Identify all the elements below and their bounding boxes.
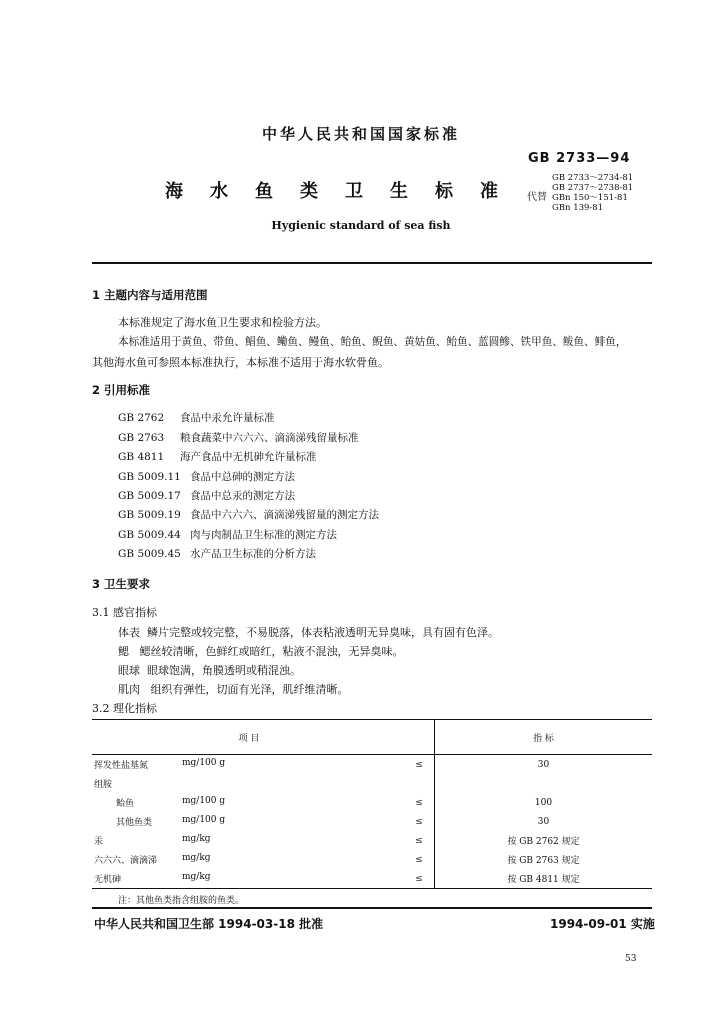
sensory-text: 鳞片完整或较完整，不易脱落，体表粘液透明无异臭味，具有固有色泽。 [147, 626, 499, 639]
row-unit: mg/kg [182, 872, 211, 882]
reference-title: 食品中总汞的测定方法 [190, 490, 295, 502]
approval-statement: 中华人民共和国卫生部 1994-03-18 批准 [94, 917, 324, 931]
row-item: 无机砷 [94, 875, 122, 885]
table-row [92, 774, 652, 793]
sensory-label: 肌肉 [118, 683, 140, 696]
reference-title: 粮食蔬菜中六六六、滴滴涕残留量标准 [180, 432, 359, 444]
reference-entry [118, 449, 317, 464]
row-value: 30 [537, 759, 550, 770]
row-operator: ≤ [404, 812, 435, 831]
section-3-heading: 3 卫生要求 [92, 577, 151, 591]
section-1-paragraph: 本标准规定了海水鱼卫生要求和检验方法。 [118, 316, 327, 329]
replaced-standard: GB 2733～2734-81 [552, 173, 634, 183]
sensory-text: 组织有弹性，切面有光泽，肌纤维清晰。 [150, 683, 349, 696]
header-item: 项 目 [92, 720, 404, 755]
reference-code: GB 2762 [118, 412, 165, 424]
implementation-date: 1994-09-01 实施 [550, 917, 655, 931]
sensory-label: 眼球 [118, 664, 140, 677]
section-1-paragraph: 其他海水鱼可参照本标准执行，本标准不适用于海水软骨鱼。 [92, 356, 389, 369]
row-operator: ≤ [404, 850, 435, 869]
table-row [92, 755, 652, 775]
reference-code: GB 4811 [118, 451, 165, 463]
row-value [435, 774, 653, 793]
reference-title: 食品中汞允许量标准 [180, 412, 275, 424]
reference-title: 食品中六六六、滴滴涕残留量的测定方法 [190, 509, 379, 521]
sensory-label: 体表 [118, 626, 140, 639]
reference-code: GB 5009.11 [118, 471, 181, 483]
sensory-label: 鳃 [118, 645, 129, 658]
row-item: 六六六、滴滴涕 [94, 856, 158, 866]
table-row [92, 793, 652, 812]
replaces-label: 代替 [527, 192, 547, 203]
reference-entry [118, 507, 379, 522]
sensory-item [118, 662, 301, 678]
row-unit: mg/100 g [182, 815, 226, 825]
replaced-standard: GBn 139-81 [552, 203, 604, 213]
reference-entry [118, 546, 316, 561]
standard-number: GB 2733—94 [528, 151, 631, 166]
row-value: 100 [534, 797, 553, 808]
table-header-row [92, 720, 652, 755]
row-value: 按 GB 4811 规定 [435, 869, 653, 889]
row-unit: mg/kg [182, 834, 211, 844]
reference-entry [118, 410, 275, 425]
row-value: 按 GB 2762 规定 [507, 837, 580, 847]
reference-entry [118, 430, 359, 445]
footer-divider [92, 907, 652, 909]
subsection-sensory-heading: 3.1 感官指标 [92, 606, 157, 619]
row-item: 鲐鱼 [116, 799, 135, 809]
subsection-physchem-heading: 3.2 理化指标 [92, 702, 157, 715]
header-value: 指 标 [435, 720, 653, 755]
page-number: 53 [625, 954, 637, 964]
sensory-item [118, 624, 499, 640]
row-item: 挥发性盐基氮 [94, 761, 149, 771]
table-row [92, 831, 652, 850]
row-operator: ≤ [404, 869, 435, 889]
physicochemical-table [92, 719, 652, 889]
table-row [92, 850, 652, 869]
replaced-standard: GBn 150～151-81 [552, 193, 628, 203]
reference-title: 海产食品中无机砷允许量标准 [180, 451, 317, 463]
reference-title: 肉与肉制品卫生标准的测定方法 [190, 529, 337, 541]
row-unit: mg/100 g [182, 796, 226, 806]
section-1-heading: 1 主题内容与适用范围 [92, 288, 208, 302]
row-operator: ≤ [404, 831, 435, 850]
row-value: 30 [537, 816, 550, 827]
replaced-standard: GB 2737～2738-81 [552, 183, 634, 193]
reference-code: GB 5009.44 [118, 529, 181, 541]
sensory-text: 鳃丝较清晰，色鲜红或暗红，粘液不混浊，无异臭味。 [139, 645, 404, 658]
section-2-heading: 2 引用标准 [92, 383, 151, 397]
header-spacer [404, 720, 435, 755]
standard-heading: 中华人民共和国国家标准 [261, 125, 460, 143]
document-title: 海水鱼类卫生标准 [165, 181, 525, 202]
row-item: 汞 [94, 837, 104, 847]
table-note: 注：其他鱼类指含组胺的鱼类。 [118, 896, 245, 906]
header-divider [92, 262, 652, 264]
row-value: 按 GB 2763 规定 [507, 856, 580, 866]
row-operator [404, 774, 435, 793]
row-unit: mg/kg [182, 853, 211, 863]
table-row [92, 812, 652, 831]
reference-entry [118, 488, 295, 503]
sensory-item [118, 643, 404, 659]
reference-code: GB 5009.17 [118, 490, 181, 502]
section-1-paragraph: 本标准适用于黄鱼、带鱼、鲳鱼、鳓鱼、鳗鱼、鲐鱼、鲵鱼、黄姑鱼、鲐鱼、蓝圆鲹、铁甲鱼、鲅鱼、鲱鱼， [118, 336, 627, 348]
row-operator: ≤ [404, 793, 435, 812]
table-row [92, 869, 652, 889]
reference-code: GB 5009.19 [118, 509, 181, 521]
reference-entry [118, 527, 337, 542]
reference-code: GB 5009.45 [118, 548, 181, 560]
reference-title: 食品中总砷的测定方法 [190, 471, 295, 483]
row-operator: ≤ [404, 755, 435, 775]
english-title: Hygienic standard of sea fish [271, 219, 451, 232]
row-item: 其他鱼类 [116, 818, 153, 828]
sensory-text: 眼球饱满，角膜透明或稍混浊。 [147, 664, 301, 677]
row-item: 组胺 [94, 780, 113, 790]
reference-title: 水产品卫生标准的分析方法 [190, 548, 316, 560]
sensory-item [118, 681, 349, 697]
reference-entry [118, 469, 295, 484]
row-unit: mg/100 g [182, 758, 226, 768]
reference-code: GB 2763 [118, 432, 165, 444]
